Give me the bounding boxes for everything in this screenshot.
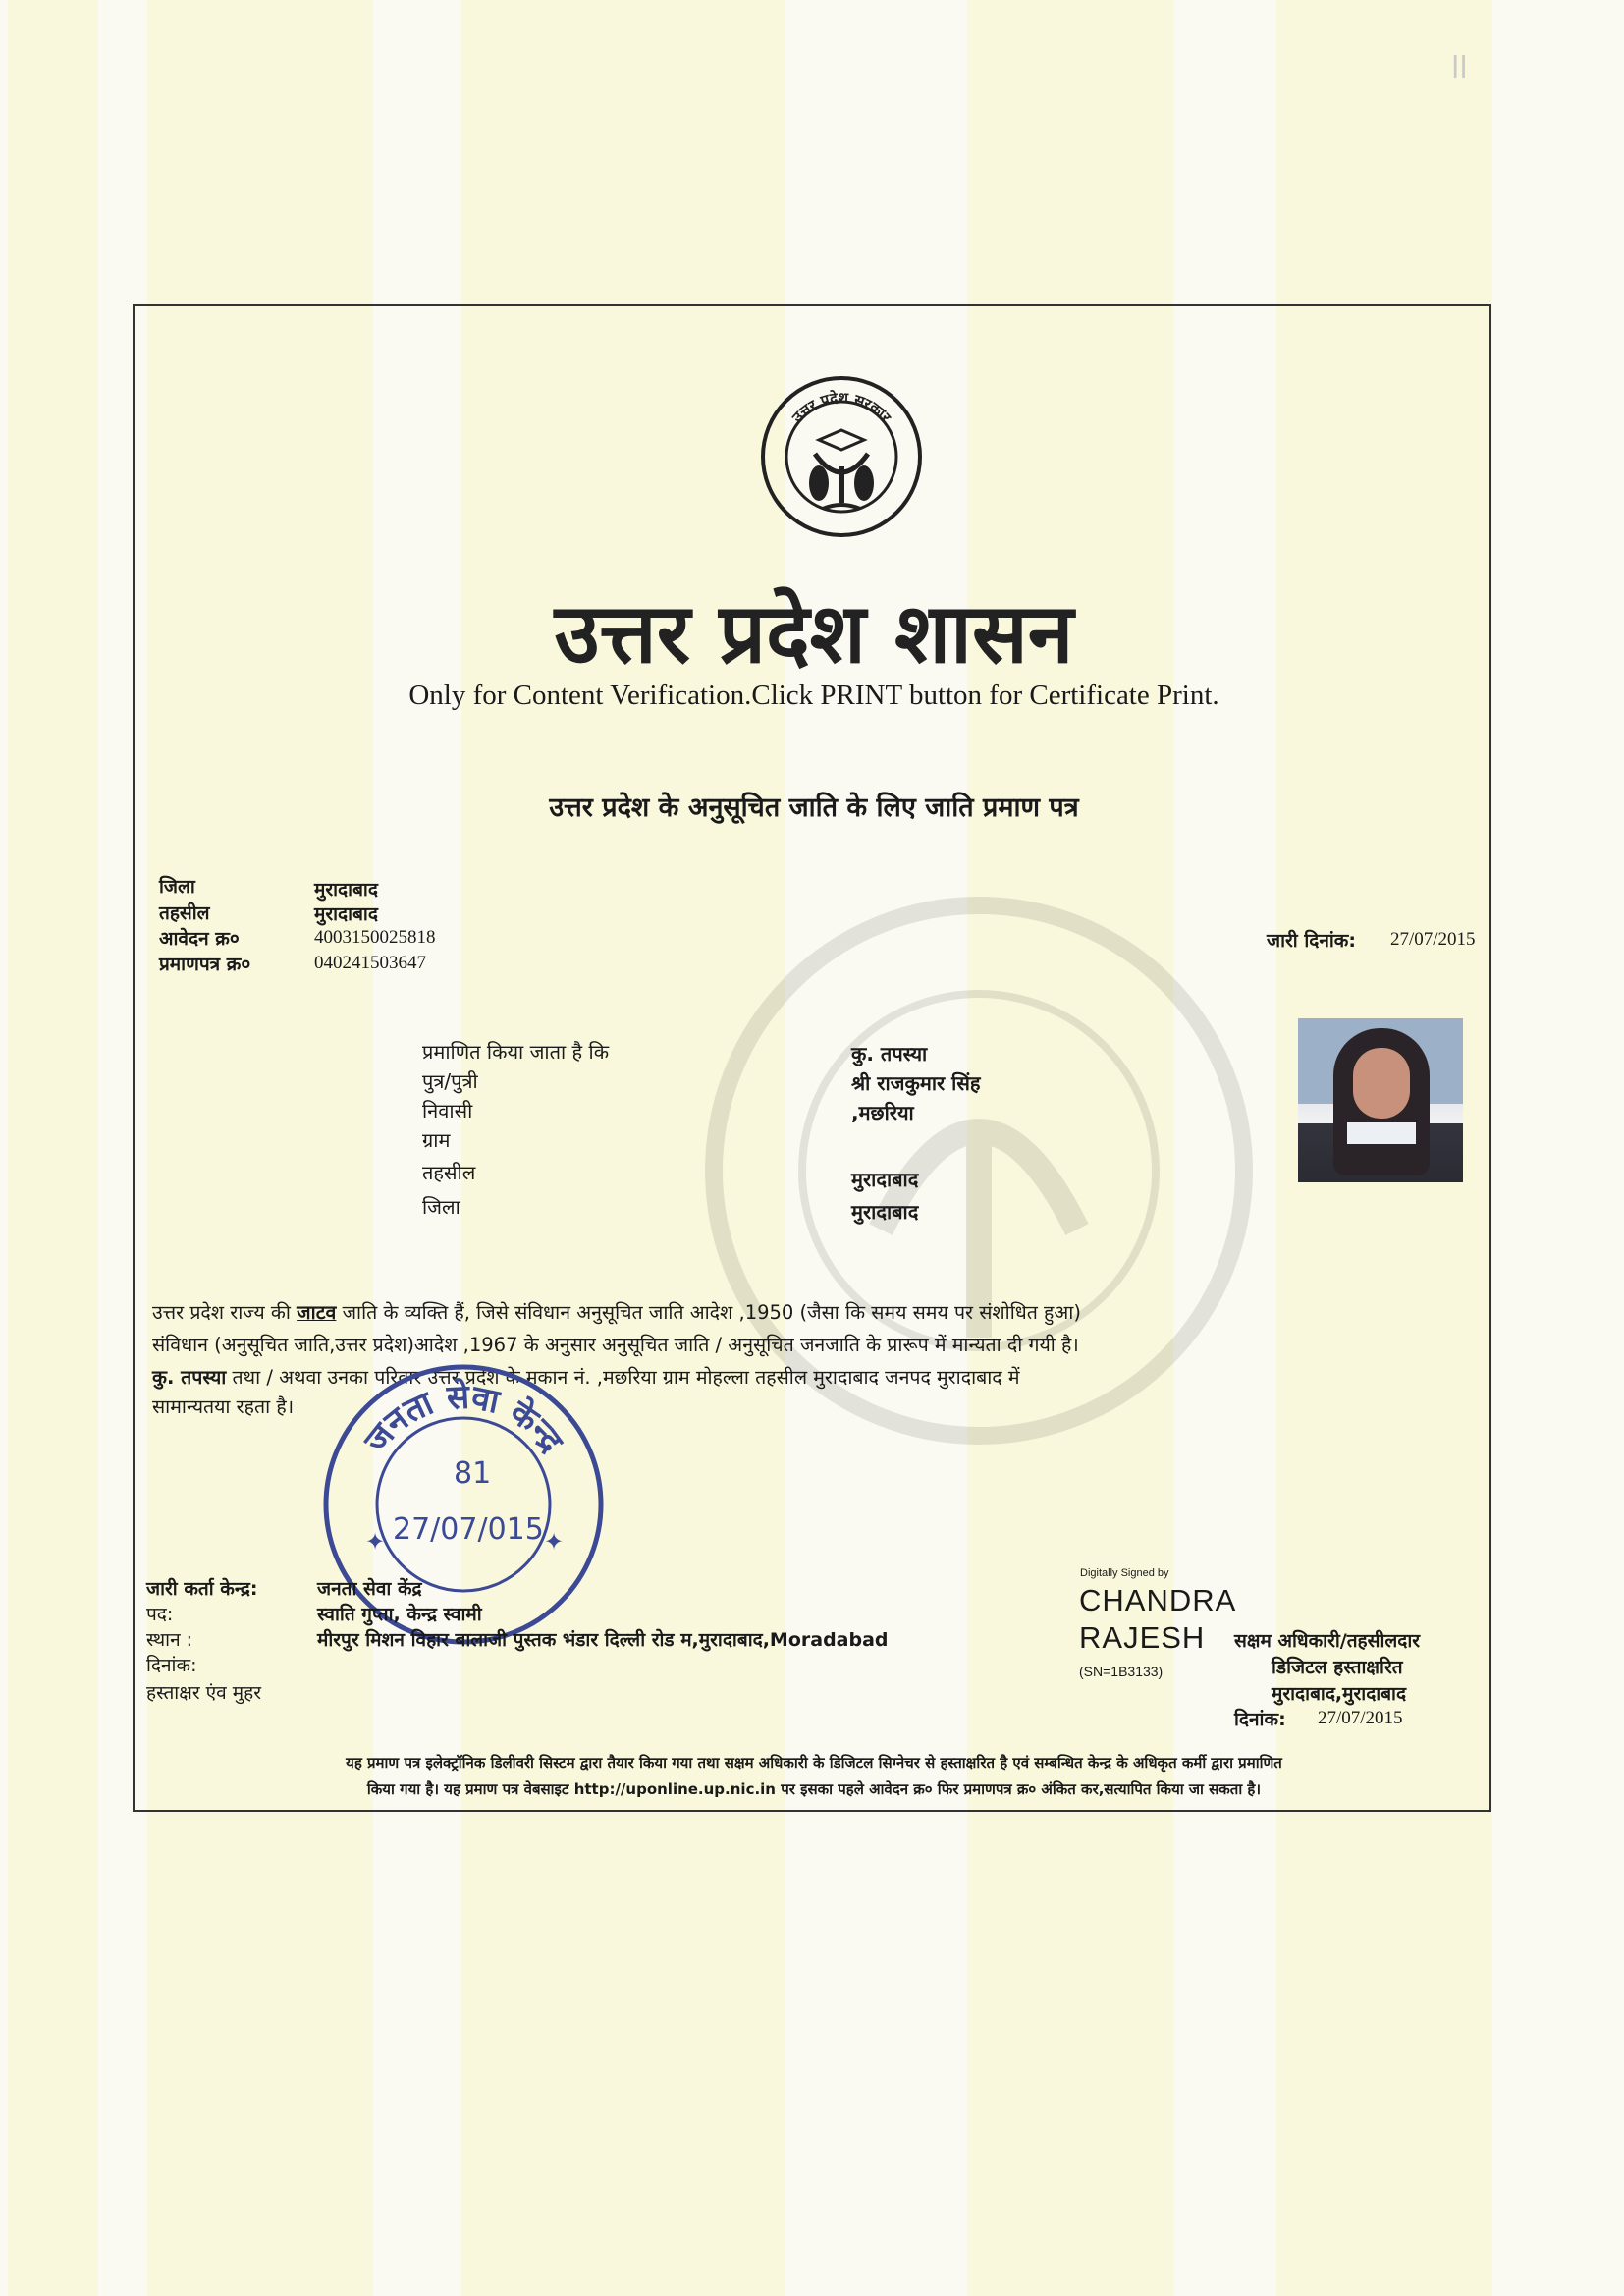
footer-note <box>142 1750 1486 1803</box>
application-number-value: 4003150025818 <box>314 927 436 948</box>
body-line-4: सामान्यतया रहता है। <box>152 1395 295 1418</box>
application-number-label: आवेदन क्र० <box>159 928 240 950</box>
resident-label: निवासी <box>422 1099 473 1122</box>
resident-value: ,मछरिया <box>851 1101 914 1124</box>
svg-text:✦: ✦ <box>365 1528 386 1556</box>
body-line-1: उत्तर प्रदेश राज्य की जाटव जाति के व्यक्ति हैं, जिसे संविधान अनुसूचित जाति आदेश ,1950 (जैसा कि समय समय पर संशोधित हुआ) <box>152 1301 1081 1324</box>
body-line-3: कु. तपस्या तथा / अथवा उनका परिवार उत्तर प्रदेश के मकान नं. ,मछरिया ग्राम मोहल्ला तहसील मुरादाबाद जनपद मुरादाबाद में <box>152 1366 1020 1389</box>
corner-mark: ll <box>1451 51 1468 85</box>
issue-date-value: 27/07/2015 <box>1390 929 1476 950</box>
signature-serial: (SN=1B3133) <box>1079 1664 1164 1679</box>
signer-name-line-1: CHANDRA <box>1079 1583 1237 1617</box>
parent-name-value: श्री राजकुमार सिंह <box>851 1071 981 1095</box>
detail-tehsil-value: मुरादाबाद <box>851 1168 919 1191</box>
signature-seal-label: हस्ताक्षर एंव मुहर <box>146 1682 261 1704</box>
issue-date-label: जारी दिनांक: <box>1267 930 1356 952</box>
post-label: पद: <box>146 1604 174 1625</box>
officer-location: मुरादाबाद,मुरादाबाद <box>1272 1683 1407 1705</box>
issuer-date-label: दिनांक: <box>146 1655 197 1676</box>
issuing-center-label: जारी कर्ता केन्द्र: <box>146 1578 258 1600</box>
certificate-number-label: प्रमाणपत्र क्र० <box>159 954 251 975</box>
svg-text:जनता सेवा केन्द्र: जनता सेवा केन्द्र <box>356 1377 571 1460</box>
paper-tint-band <box>8 0 98 2296</box>
digital-signature-caption: Digitally Signed by <box>1080 1567 1169 1579</box>
body-line-2: संविधान (अनुसूचित जाति,उत्तर प्रदेश)आदेश ,1967 के अनुसार अनुसूचित जाति / अनुसूचित जनजाति के प्रारूप में मान्यता दी गयी है। <box>152 1334 1079 1356</box>
village-label: ग्राम <box>422 1128 451 1152</box>
applicant-photo <box>1298 1018 1463 1182</box>
officer-date-label: दिनांक: <box>1234 1709 1286 1730</box>
tehsil-value: मुरादाबाद <box>314 903 378 925</box>
certificate-frame <box>133 304 1491 1812</box>
content-verification-note: Only for Content Verification.Click PRINT button for Certificate Print. <box>408 680 1219 711</box>
place-value: मीरपुर मिशन विहार बालाजी पुस्तक भंडार दिल्ली रोड म,मुरादाबाद,Moradabad <box>317 1629 889 1651</box>
tehsil-label: तहसील <box>159 902 210 924</box>
parent-label: पुत्र/पुत्री <box>422 1069 478 1093</box>
certify-label: प्रमाणित किया जाता है कि <box>422 1040 610 1064</box>
signer-name-line-2: RAJESH <box>1079 1620 1206 1655</box>
district-label: जिला <box>159 876 195 898</box>
post-value: स्वाति गुप्ता, केन्द्र स्वामी <box>317 1604 482 1625</box>
certificate-number-value: 040241503647 <box>314 953 426 973</box>
place-label: स्थान : <box>146 1629 193 1651</box>
detail-district-label: जिला <box>422 1195 460 1219</box>
up-government-emblem <box>758 373 925 540</box>
government-title: उत्तर प्रदेश शासन <box>554 585 1074 682</box>
stamp-handwritten-number: 81 <box>454 1456 492 1491</box>
certificate-heading: उत्तर प्रदेश के अनुसूचित जाति के लिए जाति प्रमाण पत्र <box>549 793 1079 823</box>
district-value: मुरादाबाद <box>314 879 378 901</box>
footer-line-1: यह प्रमाण पत्र इलेक्ट्रॉनिक डिलीवरी सिस्टम द्वारा तैयार किया गया तथा सक्षम अधिकारी के डिजिटल सिग्नेचर से हस्ताक्षरित है एवं सम्बन्धित केन्द्र के अधिकृत कर्मी द्वारा प्रमाणित <box>346 1754 1282 1772</box>
svg-text:उत्तर प्रदेश सरकार: उत्तर प्रदेश सरकार <box>788 388 894 426</box>
officer-date-value: 27/07/2015 <box>1318 1708 1403 1728</box>
caste-name: जाटव <box>297 1301 337 1324</box>
officer-title: सक्षम अधिकारी/तहसीलदार <box>1234 1630 1421 1652</box>
applicant-name-value: कु. तपस्या <box>851 1042 928 1066</box>
issuing-center-value: जनता सेवा केंद्र <box>317 1578 422 1600</box>
detail-district-value: मुरादाबाद <box>851 1200 919 1224</box>
footer-line-2: किया गया है। यह प्रमाण पत्र वेबसाइट http://uponline.up.nic.in पर इसका पहले आवेदन क्र० फिर प्रमाणपत्र क्र० अंकित कर,सत्यापित किया जा सकता है। <box>366 1780 1262 1798</box>
detail-tehsil-label: तहसील <box>422 1161 476 1184</box>
officer-digital-signed: डिजिटल हस्ताक्षरित <box>1272 1657 1403 1678</box>
svg-text:✦: ✦ <box>544 1528 565 1556</box>
stamp-handwritten-date: 27/07/015 <box>393 1512 544 1547</box>
